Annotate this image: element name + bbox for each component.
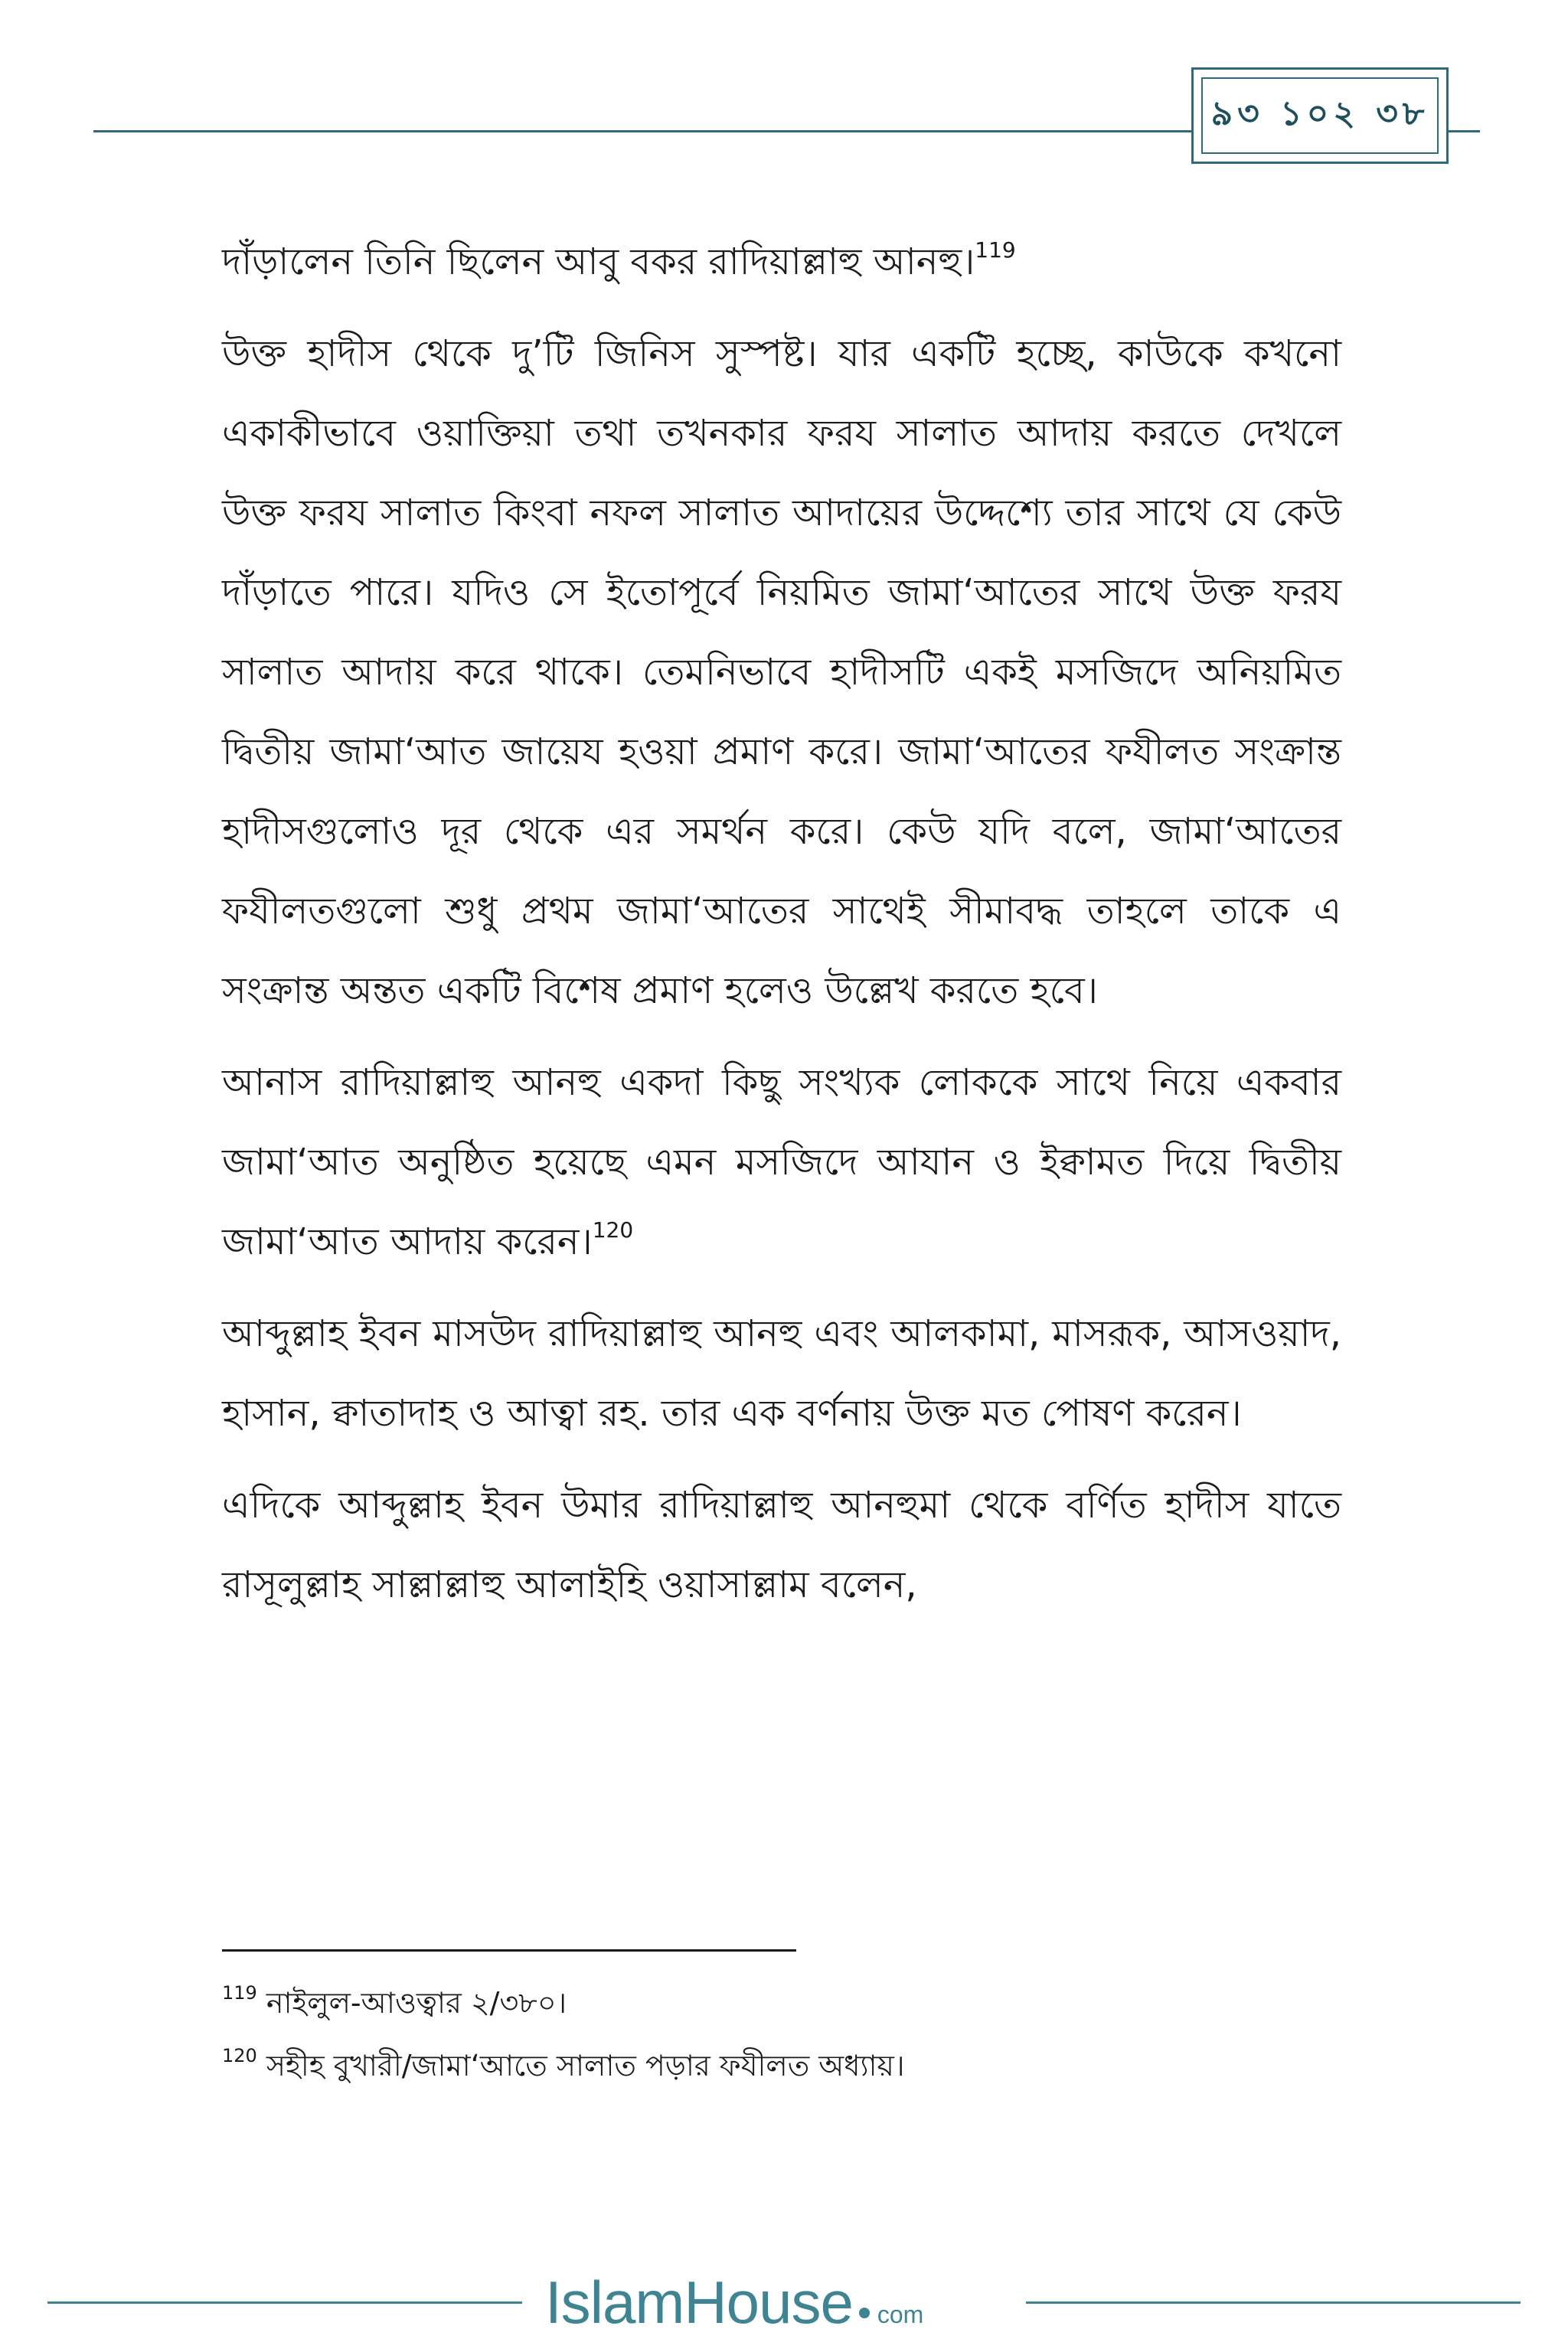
logo-domain: com	[877, 2301, 924, 2328]
paragraph-1-text: দাঁড়ালেন তিনি ছিলেন আবু বকর রাদিয়াল্লাহু আনহু।	[222, 240, 975, 283]
page-number-box	[1191, 67, 1449, 164]
paragraph-3-text: আনাস রাদিয়াল্লাহু আনহু একদা কিছু সংখ্যক লোককে সাথে নিয়ে একবার জামা‘আত অনুষ্ঠিত হয়েছে এমন মসজিদে আযান ও ইক্বামত দিয়ে দ্বিতীয় জামা‘আত আদায় করেন।	[222, 1061, 1341, 1263]
paragraph-2-text: উক্ত হাদীস থেকে দু’টি জিনিস সুস্পষ্ট। যার একটি হচ্ছে, কাউকে কখনো একাকীভাবে ওয়াক্তিয়া তথা তখনকার ফরয সালাত আদায় করতে দেখলে উক্ত ফরয সালাত কিংবা নফল সালাত আদায়ের উদ্দেশ্যে তার সাথে যে কেউ দাঁড়াতে পারে। যদিও সে ইতোপূর্বে নিয়মিত জামা‘আতের সাথে উক্ত ফরয সালাত আদায় করে থাকে। তেমনিভাবে হাদীসটি একই মসজিদে অনিয়মিত দ্বিতীয় জামা‘আত জায়েয হওয়া প্রমাণ করে। জামা‘আতের ফযীলত সংক্রান্ত হাদীসগুলোও দূর থেকে এর সমর্থন করে। কেউ যদি বলে, জামা‘আতের ফযীলতগুলো শুধু প্রথম জামা‘আতের সাথেই সীমাবদ্ধ তাহলে তাকে এ সংক্রান্ত অন্তত একটি বিশেষ প্রমাণ হলেও উল্লেখ করতে হবে।	[222, 332, 1341, 1012]
footer-rule-right	[1026, 2301, 1521, 2304]
paragraph-4-text: আব্দুল্লাহ ইবন মাসউদ রাদিয়াল্লাহু আনহু এবং আলকামা, মাসরূক, আসওয়াদ, হাসান, ক্বাতাদাহ ও আত্বা রহ. তার এক বর্ণনায় উক্ত মত পোষণ করেন।	[222, 1312, 1341, 1435]
body-text	[222, 222, 1341, 1637]
footnote-text: সহীহ বুখারী/জামা‘আতে সালাত পড়ার ফযীলত অধ্যায়।	[266, 2049, 905, 2082]
paragraph-4	[222, 1294, 1341, 1453]
footnote-ref-120[interactable]: 120	[592, 1217, 634, 1243]
footnote-ref-119[interactable]: 119	[975, 237, 1016, 263]
paragraph-1	[222, 222, 1341, 302]
paragraph-2	[222, 314, 1341, 1031]
footnote-number: 119	[222, 1982, 257, 2004]
paragraph-5-text: এদিকে আব্দুল্লাহ ইবন উমার রাদিয়াল্লাহু আনহুমা থেকে বর্ণিত হাদীস যাতে রাসূলুল্লাহ সাল্লাল্লাহু আলাইহি ওয়াসাল্লাম বলেন,	[222, 1484, 1341, 1606]
page-number: ৯৩ ১০২ ৩৮	[1201, 77, 1439, 154]
footnote-120	[222, 2040, 1341, 2092]
logo-dot-icon	[859, 2308, 870, 2318]
paragraph-3	[222, 1043, 1341, 1282]
footer-rule-left	[47, 2301, 522, 2304]
footnote-119	[222, 1977, 1341, 2029]
islamhouse-logo[interactable]	[545, 2268, 1012, 2336]
footnotes	[222, 1977, 1341, 2102]
logo-wordmark: IslamHouse	[545, 2269, 853, 2336]
footnote-separator	[222, 1949, 796, 1952]
footnote-number: 120	[222, 2045, 257, 2066]
footnote-text: নাইলুল-আওত্বার ২/৩৮০।	[266, 1986, 567, 2020]
paragraph-5	[222, 1465, 1341, 1625]
